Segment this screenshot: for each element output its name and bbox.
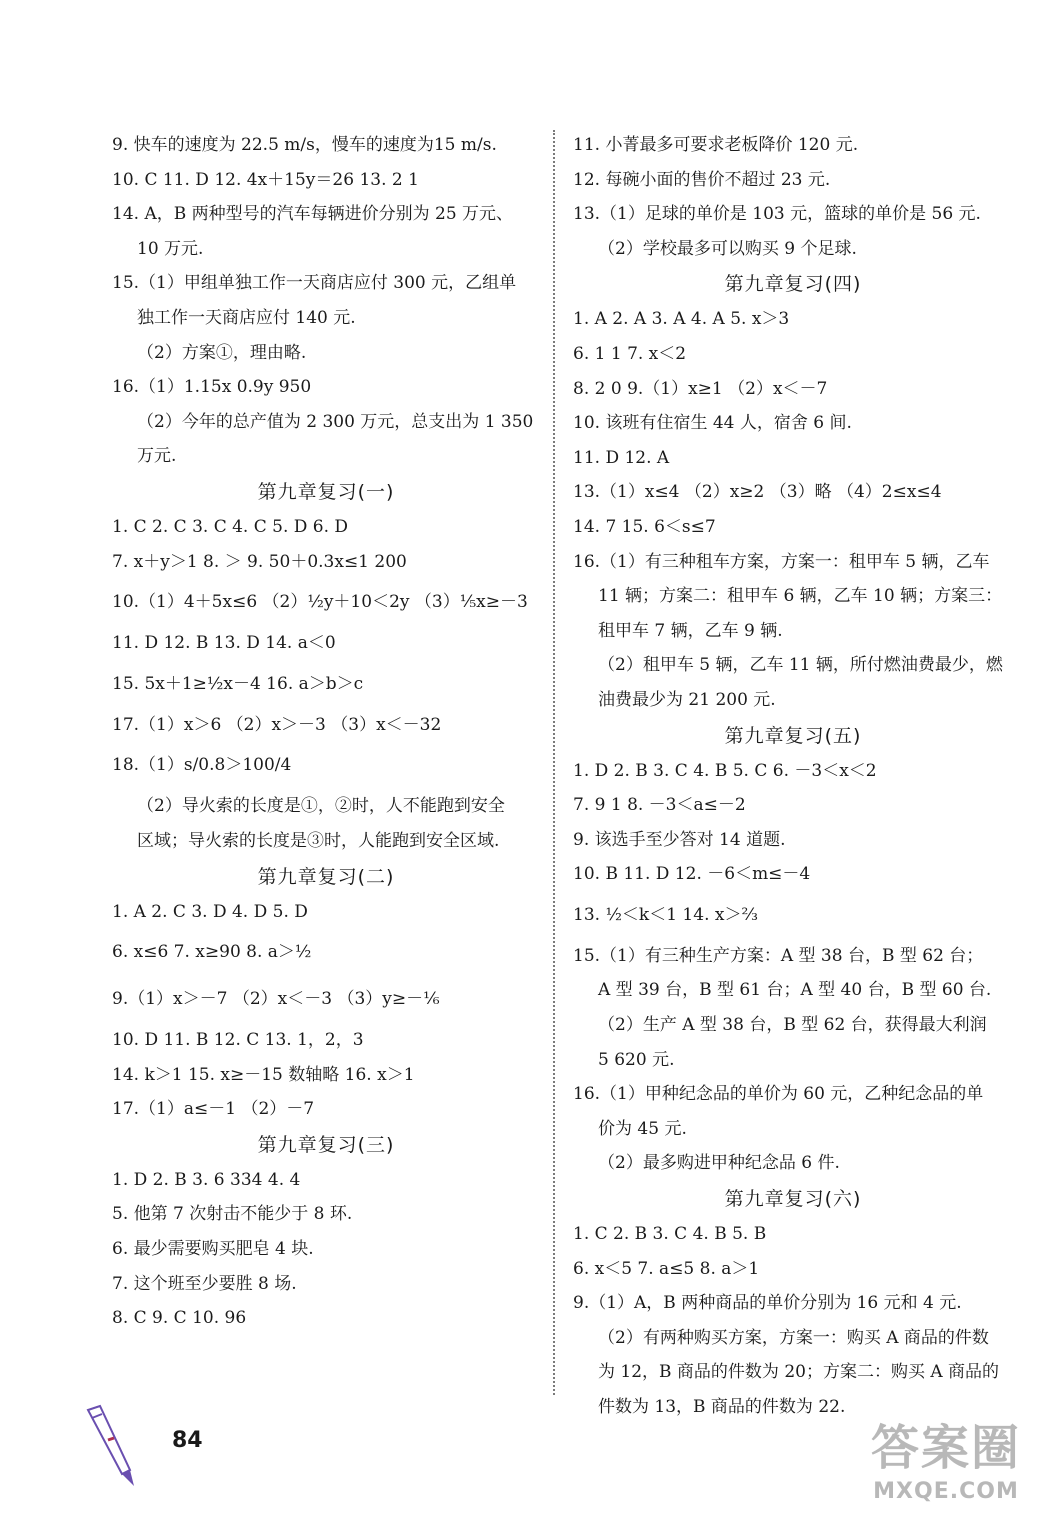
answer-continuation: （2）今年的总产值为 2 300 万元，总支出为 1 350 (137, 411, 534, 432)
answer-continuation: 万元. (137, 446, 177, 467)
watermark-url: MXQE.COM (873, 1479, 1019, 1504)
answer-continuation: 价为 45 元. (598, 1118, 687, 1139)
answer-line: 7. x＋y＞1 8. ＞ 9. 50＋0.3x≤1 200 (112, 551, 407, 572)
answer-line: 14. 7 15. 6＜s≤7 (573, 516, 716, 537)
answer-line: 9. 快车的速度为 22.5 m/s，慢车的速度为15 m/s. (112, 135, 497, 155)
answer-line: 18.（1）s/0.8＞100/4 (112, 755, 292, 776)
answer-continuation: （2）导火索的长度是①，②时，人不能跑到安全 (137, 796, 505, 817)
column-divider (553, 130, 555, 1395)
answer-line: 10. D 11. B 12. C 13. 1，2，3 (112, 1030, 364, 1051)
answer-line: 11. 小菁最多可要求老板降价 120 元. (573, 135, 859, 155)
answer-line: 13. ½＜k＜1 14. x＞⅔ (573, 904, 758, 925)
answer-line: 10. 该班有住宿生 44 人，宿舍 6 间. (573, 413, 852, 434)
section-heading: 第九章复习(六) (724, 1188, 862, 1211)
answer-continuation: A 型 39 台，B 型 61 台；A 型 40 台，B 型 60 台. (598, 980, 992, 1001)
answer-line: 16.（1）有三种租车方案，方案一：租甲车 5 辆，乙车 (573, 551, 990, 572)
answer-continuation: （2）方案①，理由略. (137, 342, 307, 363)
answer-line: 1. A 2. A 3. A 4. A 5. x＞3 (573, 309, 790, 330)
answer-line: 1. C 2. C 3. C 4. C 5. D 6. D (112, 516, 349, 537)
answer-line: 8. 2 0 9.（1）x≥1 （2）x＜－7 (573, 378, 828, 399)
answer-line: 11. D 12. A (573, 447, 670, 468)
section-heading: 第九章复习(五) (724, 724, 862, 747)
answer-line: 6. x＜5 7. a≤5 8. a＞1 (573, 1258, 760, 1279)
section-heading: 第九章复习(一) (257, 480, 395, 503)
answer-line: 9.（1）A，B 两种商品的单价分别为 16 元和 4 元. (573, 1293, 962, 1314)
answer-line: 12. 每碗小面的售价不超过 23 元. (573, 169, 831, 190)
answer-line: 15. 5x＋1≥½x－4 16. a＞b＞c (112, 673, 364, 694)
answer-continuation: （2）最多购进甲种纪念品 6 件. (598, 1153, 840, 1174)
answer-continuation: 10 万元. (137, 238, 204, 259)
answer-line: 13.（1）x≤4 （2）x≥2 （3）略 （4）2≤x≤4 (573, 482, 942, 503)
answer-continuation: （2）学校最多可以购买 9 个足球. (598, 238, 857, 259)
answer-line: 8. C 9. C 10. 96 (112, 1308, 247, 1329)
answer-continuation: 独工作一天商店应付 140 元. (137, 307, 356, 328)
pen-icon (78, 1400, 148, 1490)
answer-line: 17.（1）a≤－1 （2）－7 (112, 1099, 315, 1120)
answer-line: 15.（1）甲组单独工作一天商店应付 300 元，乙组单 (112, 273, 517, 294)
answer-line: 10. C 11. D 12. 4x＋15y＝26 13. 2 1 (112, 169, 419, 190)
answer-continuation: （2）生产 A 型 38 台，B 型 62 台，获得最大利润 (598, 1015, 987, 1036)
answer-line: 1. D 2. B 3. C 4. B 5. C 6. －3＜x＜2 (573, 760, 877, 781)
watermark-text: 答案圈 (870, 1420, 1021, 1476)
watermark-logo (866, 1418, 1026, 1518)
left-column (112, 128, 540, 1336)
answer-line: 14. A，B 两种型号的汽车每辆进价分别为 25 万元、 (112, 204, 514, 225)
answer-line: 16.（1）1.15x 0.9y 950 (112, 377, 312, 398)
answer-line: 10.（1）4＋5x≤6 （2）½y＋10＜2y （3）⅕x≥－3 (112, 592, 528, 613)
answer-line: 5. 他第 7 次射击不能少于 8 环. (112, 1204, 353, 1225)
answer-line: 7. 9 1 8. －3＜a≤－2 (573, 795, 746, 816)
answer-line: 9.（1）x＞－7 （2）x＜－3 （3）y≥－⅙ (112, 989, 440, 1010)
right-column (573, 128, 1013, 1425)
answer-line: 14. k＞1 15. x≥－15 数轴略 16. x＞1 (112, 1064, 415, 1085)
answer-line: 17.（1）x＞6 （2）x＞－3 （3）x＜－32 (112, 714, 442, 735)
answer-continuation: （2）租甲车 5 辆，乙车 11 辆，所付燃油费最少，燃 (598, 655, 1003, 676)
answer-line: 6. 最少需要购买肥皂 4 块. (112, 1239, 314, 1260)
answer-line: 10. B 11. D 12. －6＜m≤－4 (573, 864, 811, 885)
answer-line: 11. D 12. B 13. D 14. a＜0 (112, 633, 336, 654)
answer-line: 13.（1）足球的单价是 103 元，篮球的单价是 56 元. (573, 204, 981, 225)
answer-continuation: 5 620 元. (598, 1049, 675, 1070)
answer-line: 16.（1）甲种纪念品的单价为 60 元，乙种纪念品的单 (573, 1084, 984, 1105)
answer-line: 1. C 2. B 3. C 4. B 5. B (573, 1224, 767, 1245)
answer-continuation: 件数为 13，B 商品的件数为 22. (598, 1397, 846, 1417)
answer-continuation: 为 12，B 商品的件数为 20；方案二：购买 A 商品的 (598, 1362, 1000, 1383)
answer-line: 9. 该选手至少答对 14 道题. (573, 829, 786, 850)
answer-line: 15.（1）有三种生产方案：A 型 38 台，B 型 62 台； (573, 945, 984, 966)
answer-continuation: 油费最少为 21 200 元. (598, 689, 776, 710)
answer-line: 7. 这个班至少要胜 8 场. (112, 1273, 297, 1294)
answer-line: 1. D 2. B 3. 6 334 4. 4 (112, 1169, 301, 1190)
answer-line: 6. 1 1 7. x＜2 (573, 343, 687, 364)
section-heading: 第九章复习(三) (257, 1133, 395, 1156)
answer-line: 1. A 2. C 3. D 4. D 5. D (112, 901, 308, 922)
page-number: 84 (172, 1428, 203, 1453)
answer-line: 6. x≤6 7. x≥90 8. a＞½ (112, 942, 312, 963)
answer-continuation: 区域；导火索的长度是③时，人能跑到安全区域. (137, 830, 500, 851)
answer-continuation: 11 辆；方案二：租甲车 6 辆，乙车 10 辆；方案三： (598, 586, 1003, 607)
section-heading: 第九章复习(二) (257, 865, 395, 888)
section-heading: 第九章复习(四) (724, 273, 862, 296)
answer-continuation: （2）有两种购买方案，方案一：购买 A 商品的件数 (598, 1327, 989, 1348)
answer-continuation: 租甲车 7 辆，乙车 9 辆. (598, 620, 783, 641)
